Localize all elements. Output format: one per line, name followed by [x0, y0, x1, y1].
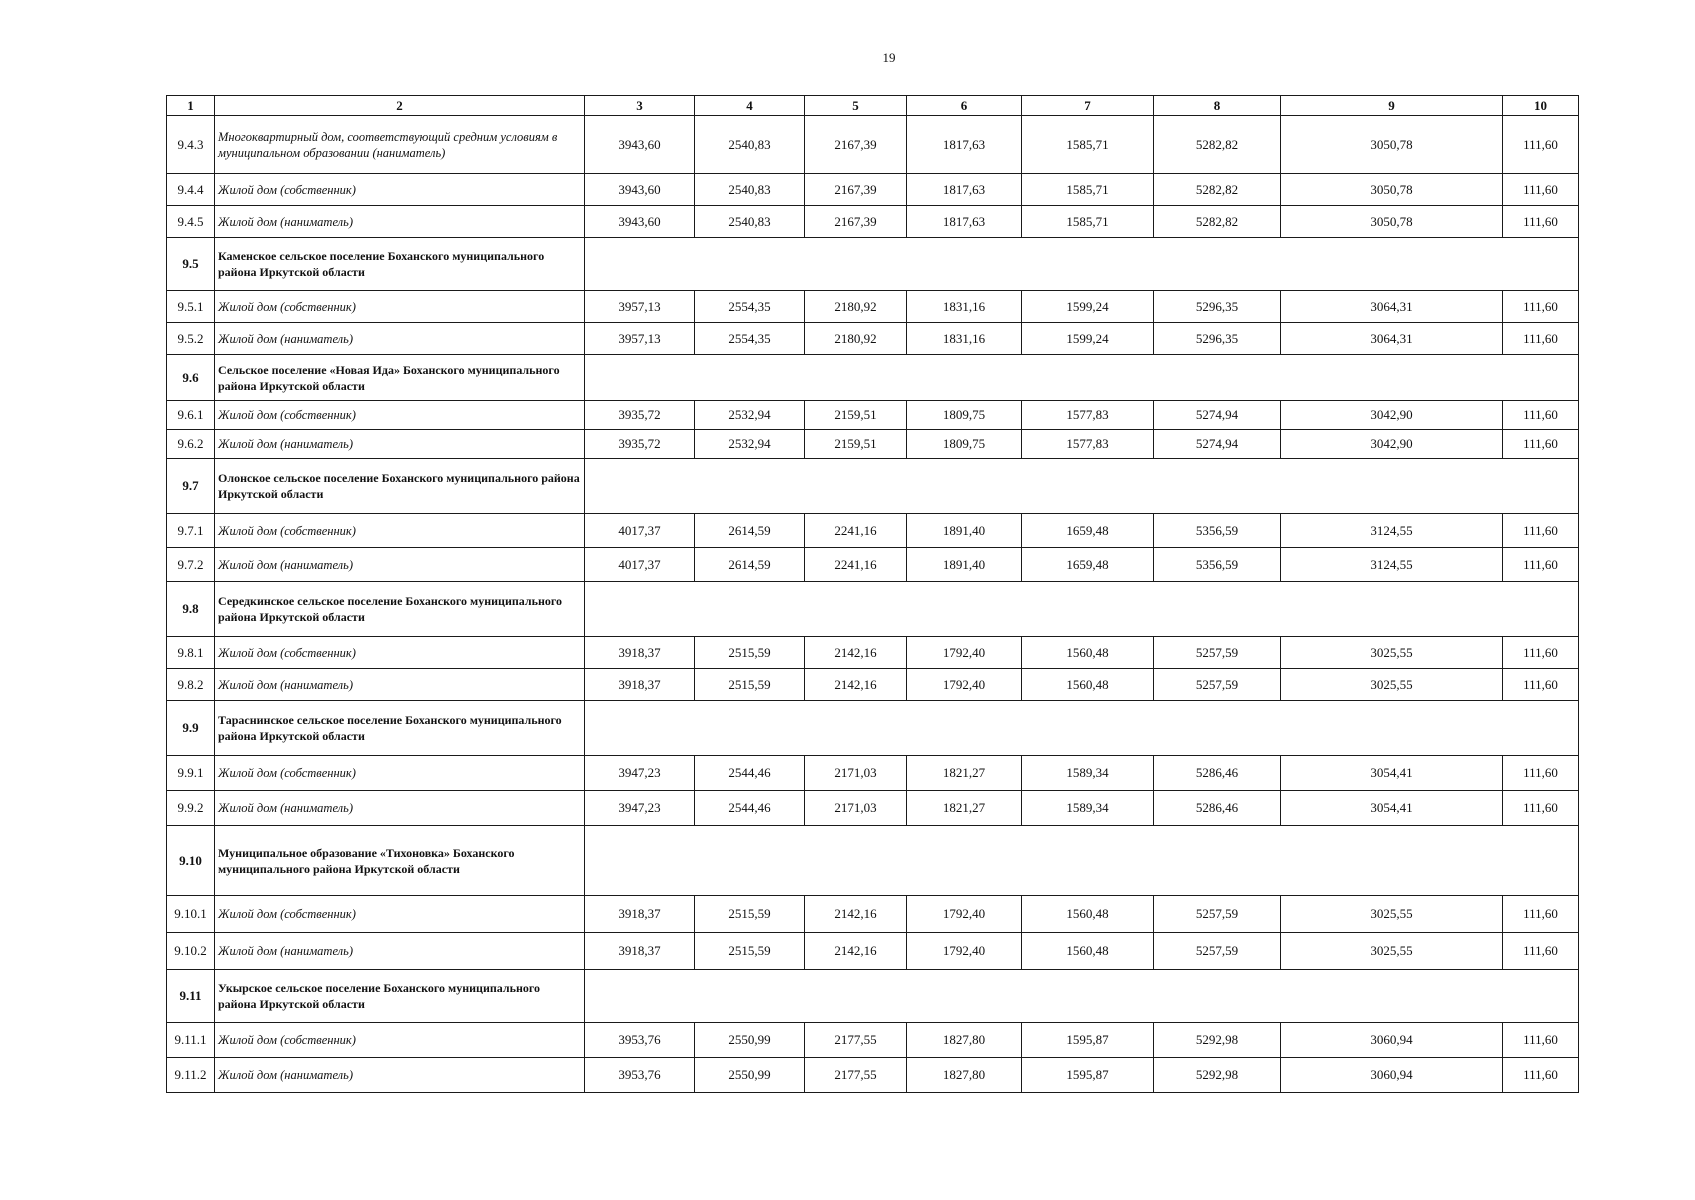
row-name: Жилой дом (собственник): [215, 174, 585, 206]
value-cell: 5257,59: [1154, 896, 1281, 933]
value-cell: 1817,63: [907, 174, 1022, 206]
value-cell: 5286,46: [1154, 756, 1281, 791]
value-cell: 1809,75: [907, 401, 1022, 430]
row-name: Жилой дом (наниматель): [215, 933, 585, 970]
value-cell: 111,60: [1503, 430, 1579, 459]
value-cell: 1560,48: [1022, 669, 1154, 701]
value-cell: 3124,55: [1281, 548, 1503, 582]
value-cell: 3947,23: [585, 791, 695, 826]
value-cell: 111,60: [1503, 756, 1579, 791]
value-cell: 2167,39: [805, 174, 907, 206]
row-code: 9.6.2: [167, 430, 215, 459]
table-row: [167, 669, 1579, 701]
value-cell: 1792,40: [907, 933, 1022, 970]
value-cell: 1891,40: [907, 548, 1022, 582]
value-cell: 111,60: [1503, 896, 1579, 933]
row-code: 9.11: [167, 970, 215, 1023]
row-code: 9.8: [167, 582, 215, 637]
value-cell: 1659,48: [1022, 514, 1154, 548]
section-title: Середкинское сельское поселение Боханского муниципального района Иркутской области: [215, 582, 585, 637]
value-cell: 3054,41: [1281, 756, 1503, 791]
value-cell: 1817,63: [907, 206, 1022, 238]
value-cell: 3918,37: [585, 896, 695, 933]
value-cell: 1817,63: [907, 116, 1022, 174]
value-cell: 3943,60: [585, 206, 695, 238]
value-cell: 2614,59: [695, 548, 805, 582]
value-cell: 3918,37: [585, 637, 695, 669]
value-cell: 2177,55: [805, 1023, 907, 1058]
value-cell: 2554,35: [695, 291, 805, 323]
value-cell: 3957,13: [585, 323, 695, 355]
table-row: [167, 756, 1579, 791]
value-cell: 2532,94: [695, 401, 805, 430]
value-cell: 1595,87: [1022, 1023, 1154, 1058]
table-body: [167, 116, 1579, 1093]
section-row: [167, 238, 1579, 291]
value-cell: 5274,94: [1154, 430, 1281, 459]
row-code: 9.7: [167, 459, 215, 514]
value-cell: 2540,83: [695, 116, 805, 174]
value-cell: 111,60: [1503, 669, 1579, 701]
section-empty-cell: [585, 970, 1579, 1023]
value-cell: 3124,55: [1281, 514, 1503, 548]
value-cell: 3054,41: [1281, 791, 1503, 826]
value-cell: 5282,82: [1154, 174, 1281, 206]
value-cell: 1599,24: [1022, 323, 1154, 355]
value-cell: 3064,31: [1281, 291, 1503, 323]
section-title: Тараснинское сельское поселение Боханского муниципального района Иркутской области: [215, 701, 585, 756]
value-cell: 111,60: [1503, 1023, 1579, 1058]
section-empty-cell: [585, 701, 1579, 756]
row-name: Жилой дом (наниматель): [215, 791, 585, 826]
value-cell: 5292,98: [1154, 1023, 1281, 1058]
value-cell: 4017,37: [585, 548, 695, 582]
section-title: Олонское сельское поселение Боханского муниципального района Иркутской области: [215, 459, 585, 514]
value-cell: 111,60: [1503, 548, 1579, 582]
value-cell: 2159,51: [805, 430, 907, 459]
value-cell: 1831,16: [907, 291, 1022, 323]
value-cell: 3918,37: [585, 933, 695, 970]
value-cell: 3957,13: [585, 291, 695, 323]
section-empty-cell: [585, 459, 1579, 514]
value-cell: 3918,37: [585, 669, 695, 701]
row-code: 9.5.2: [167, 323, 215, 355]
value-cell: 2142,16: [805, 637, 907, 669]
table-row: [167, 206, 1579, 238]
value-cell: 1831,16: [907, 323, 1022, 355]
row-code: 9.5: [167, 238, 215, 291]
value-cell: 4017,37: [585, 514, 695, 548]
value-cell: 1560,48: [1022, 637, 1154, 669]
value-cell: 2177,55: [805, 1058, 907, 1093]
value-cell: 2550,99: [695, 1023, 805, 1058]
value-cell: 1577,83: [1022, 430, 1154, 459]
value-cell: 1809,75: [907, 430, 1022, 459]
value-cell: 3042,90: [1281, 401, 1503, 430]
section-empty-cell: [585, 582, 1579, 637]
value-cell: 1560,48: [1022, 896, 1154, 933]
row-code: 9.6: [167, 355, 215, 401]
value-cell: 5296,35: [1154, 291, 1281, 323]
value-cell: 2532,94: [695, 430, 805, 459]
row-name: Жилой дом (собственник): [215, 896, 585, 933]
value-cell: 2142,16: [805, 669, 907, 701]
table-row: [167, 323, 1579, 355]
value-cell: 5292,98: [1154, 1058, 1281, 1093]
value-cell: 2142,16: [805, 933, 907, 970]
table-row: [167, 791, 1579, 826]
section-row: [167, 582, 1579, 637]
value-cell: 2241,16: [805, 548, 907, 582]
value-cell: 111,60: [1503, 291, 1579, 323]
row-code: 9.8.1: [167, 637, 215, 669]
column-header: 8: [1154, 96, 1281, 116]
row-name: Жилой дом (наниматель): [215, 1058, 585, 1093]
value-cell: 111,60: [1503, 401, 1579, 430]
value-cell: 2171,03: [805, 756, 907, 791]
row-name: Жилой дом (наниматель): [215, 206, 585, 238]
section-row: [167, 701, 1579, 756]
table-row: [167, 174, 1579, 206]
table-row: [167, 1058, 1579, 1093]
value-cell: 5282,82: [1154, 116, 1281, 174]
value-cell: 2614,59: [695, 514, 805, 548]
row-code: 9.10: [167, 826, 215, 896]
value-cell: 2241,16: [805, 514, 907, 548]
row-name: Жилой дом (собственник): [215, 637, 585, 669]
value-cell: 2142,16: [805, 896, 907, 933]
row-code: 9.11.2: [167, 1058, 215, 1093]
value-cell: 2180,92: [805, 323, 907, 355]
value-cell: 5257,59: [1154, 669, 1281, 701]
column-header: 1: [167, 96, 215, 116]
value-cell: 3953,76: [585, 1023, 695, 1058]
column-header: 10: [1503, 96, 1579, 116]
value-cell: 3953,76: [585, 1058, 695, 1093]
value-cell: 111,60: [1503, 174, 1579, 206]
value-cell: 1599,24: [1022, 291, 1154, 323]
value-cell: 3943,60: [585, 116, 695, 174]
column-header: 4: [695, 96, 805, 116]
value-cell: 1659,48: [1022, 548, 1154, 582]
value-cell: 3064,31: [1281, 323, 1503, 355]
value-cell: 3943,60: [585, 174, 695, 206]
row-code: 9.9.1: [167, 756, 215, 791]
section-row: [167, 459, 1579, 514]
value-cell: 5286,46: [1154, 791, 1281, 826]
value-cell: 111,60: [1503, 514, 1579, 548]
column-header: 9: [1281, 96, 1503, 116]
table-row: [167, 401, 1579, 430]
column-header: 6: [907, 96, 1022, 116]
section-row: [167, 355, 1579, 401]
value-cell: 5356,59: [1154, 514, 1281, 548]
table-row: [167, 430, 1579, 459]
value-cell: 2171,03: [805, 791, 907, 826]
value-cell: 1589,34: [1022, 791, 1154, 826]
value-cell: 3060,94: [1281, 1058, 1503, 1093]
value-cell: 3025,55: [1281, 637, 1503, 669]
row-code: 9.9: [167, 701, 215, 756]
value-cell: 1792,40: [907, 669, 1022, 701]
value-cell: 1792,40: [907, 637, 1022, 669]
row-code: 9.6.1: [167, 401, 215, 430]
value-cell: 111,60: [1503, 1058, 1579, 1093]
value-cell: 3060,94: [1281, 1023, 1503, 1058]
value-cell: 3947,23: [585, 756, 695, 791]
value-cell: 111,60: [1503, 206, 1579, 238]
section-empty-cell: [585, 238, 1579, 291]
section-row: [167, 826, 1579, 896]
value-cell: 5296,35: [1154, 323, 1281, 355]
table-row: [167, 548, 1579, 582]
table-row: [167, 637, 1579, 669]
table-row: [167, 291, 1579, 323]
value-cell: 2550,99: [695, 1058, 805, 1093]
row-name: Жилой дом (собственник): [215, 401, 585, 430]
page-number: 19: [882, 50, 896, 65]
value-cell: 2515,59: [695, 669, 805, 701]
row-name: Жилой дом (наниматель): [215, 323, 585, 355]
section-title: Укырское сельское поселение Боханского муниципального района Иркутской области: [215, 970, 585, 1023]
row-name: Жилой дом (собственник): [215, 291, 585, 323]
section-row: [167, 970, 1579, 1023]
value-cell: 3935,72: [585, 430, 695, 459]
column-header: 5: [805, 96, 907, 116]
table-row: [167, 933, 1579, 970]
value-cell: 1821,27: [907, 756, 1022, 791]
row-code: 9.7.2: [167, 548, 215, 582]
row-code: 9.10.2: [167, 933, 215, 970]
row-name: Многоквартирный дом, соответствующий средним условиям в муниципальном образовании (наниматель): [215, 116, 585, 174]
value-cell: 1792,40: [907, 896, 1022, 933]
value-cell: 1577,83: [1022, 401, 1154, 430]
value-cell: 3050,78: [1281, 206, 1503, 238]
value-cell: 1589,34: [1022, 756, 1154, 791]
value-cell: 3050,78: [1281, 174, 1503, 206]
row-code: 9.9.2: [167, 791, 215, 826]
value-cell: 111,60: [1503, 637, 1579, 669]
value-cell: 3050,78: [1281, 116, 1503, 174]
row-name: Жилой дом (наниматель): [215, 430, 585, 459]
row-code: 9.7.1: [167, 514, 215, 548]
value-cell: 111,60: [1503, 323, 1579, 355]
value-cell: 5257,59: [1154, 637, 1281, 669]
row-code: 9.4.4: [167, 174, 215, 206]
row-code: 9.10.1: [167, 896, 215, 933]
value-cell: 2554,35: [695, 323, 805, 355]
value-cell: 5274,94: [1154, 401, 1281, 430]
value-cell: 2544,46: [695, 791, 805, 826]
row-name: Жилой дом (наниматель): [215, 548, 585, 582]
table-row: [167, 116, 1579, 174]
section-title: Каменское сельское поселение Боханского муниципального района Иркутской области: [215, 238, 585, 291]
value-cell: 3042,90: [1281, 430, 1503, 459]
value-cell: 2515,59: [695, 896, 805, 933]
table-row: [167, 1023, 1579, 1058]
value-cell: 1595,87: [1022, 1058, 1154, 1093]
value-cell: 111,60: [1503, 791, 1579, 826]
row-name: Жилой дом (собственник): [215, 756, 585, 791]
tariff-table: [166, 95, 1579, 1093]
value-cell: 1585,71: [1022, 206, 1154, 238]
section-empty-cell: [585, 355, 1579, 401]
value-cell: 3025,55: [1281, 896, 1503, 933]
column-header: 7: [1022, 96, 1154, 116]
value-cell: 5282,82: [1154, 206, 1281, 238]
row-name: Жилой дом (собственник): [215, 1023, 585, 1058]
value-cell: 2515,59: [695, 933, 805, 970]
table-row: [167, 896, 1579, 933]
value-cell: 1827,80: [907, 1058, 1022, 1093]
section-title: Сельское поселение «Новая Ида» Боханского муниципального района Иркутской области: [215, 355, 585, 401]
value-cell: 5257,59: [1154, 933, 1281, 970]
value-cell: 1821,27: [907, 791, 1022, 826]
value-cell: 1585,71: [1022, 116, 1154, 174]
header-row: [167, 96, 1579, 116]
value-cell: 2180,92: [805, 291, 907, 323]
value-cell: 111,60: [1503, 116, 1579, 174]
value-cell: 2159,51: [805, 401, 907, 430]
value-cell: 3025,55: [1281, 933, 1503, 970]
value-cell: 111,60: [1503, 933, 1579, 970]
value-cell: 1585,71: [1022, 174, 1154, 206]
value-cell: 2167,39: [805, 116, 907, 174]
value-cell: 2167,39: [805, 206, 907, 238]
value-cell: 3025,55: [1281, 669, 1503, 701]
section-title: Муниципальное образование «Тихоновка» Боханского муниципального района Иркутской области: [215, 826, 585, 896]
value-cell: 1827,80: [907, 1023, 1022, 1058]
value-cell: 1891,40: [907, 514, 1022, 548]
value-cell: 3935,72: [585, 401, 695, 430]
row-code: 9.11.1: [167, 1023, 215, 1058]
column-header: 2: [215, 96, 585, 116]
row-name: Жилой дом (наниматель): [215, 669, 585, 701]
row-code: 9.4.3: [167, 116, 215, 174]
value-cell: 1560,48: [1022, 933, 1154, 970]
value-cell: 5356,59: [1154, 548, 1281, 582]
row-code: 9.5.1: [167, 291, 215, 323]
row-code: 9.4.5: [167, 206, 215, 238]
column-header: 3: [585, 96, 695, 116]
value-cell: 2544,46: [695, 756, 805, 791]
value-cell: 2515,59: [695, 637, 805, 669]
value-cell: 2540,83: [695, 174, 805, 206]
row-name: Жилой дом (собственник): [215, 514, 585, 548]
table-row: [167, 514, 1579, 548]
section-empty-cell: [585, 826, 1579, 896]
value-cell: 2540,83: [695, 206, 805, 238]
row-code: 9.8.2: [167, 669, 215, 701]
